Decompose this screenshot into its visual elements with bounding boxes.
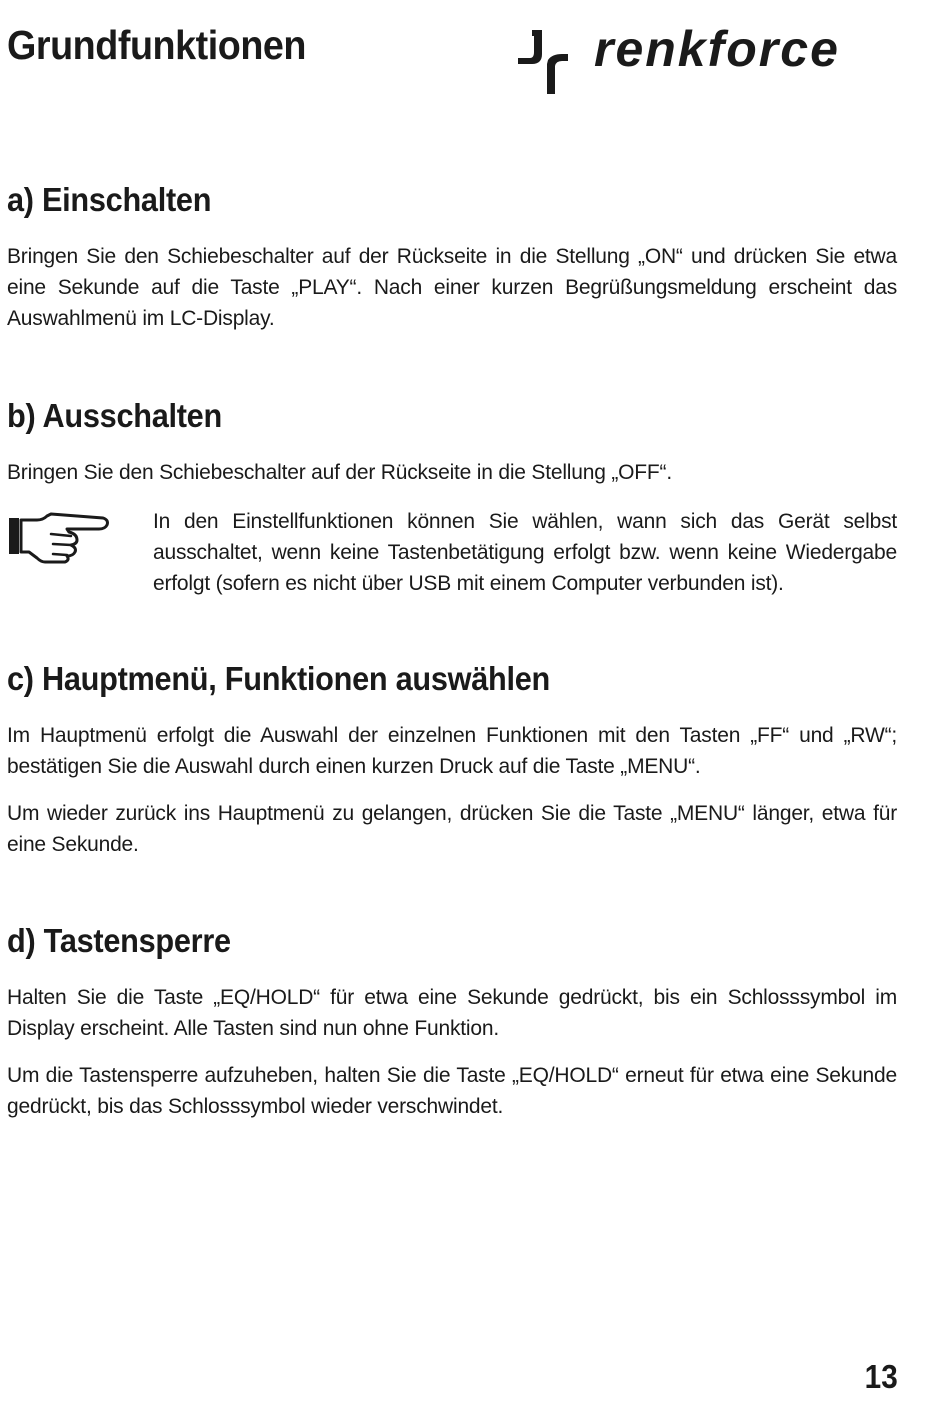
pointing-hand-icon: [7, 512, 111, 564]
section-paragraph: Bringen Sie den Schiebeschalter auf der Rückseite in die Stellung „ON“ und drücken Sie etwa eine Sekunde auf die Taste „PLAY“. Nach einer kurzen Begrüßungsmeldung erscheint das Auswahlmenü im LC-Display.: [7, 245, 897, 330]
section-heading: b) Ausschalten: [7, 397, 222, 434]
section-tastensperre: [7, 922, 897, 1122]
page-number: 13: [864, 1358, 898, 1395]
section-heading: a) Einschalten: [7, 181, 212, 218]
section-hauptmenue: [7, 660, 897, 860]
section-heading: d) Tastensperre: [7, 922, 231, 959]
section-einschalten: [7, 181, 897, 334]
section-ausschalten: [7, 397, 897, 488]
brand-wordmark: renkforce: [594, 24, 840, 77]
section-paragraph: Um die Tastensperre aufzuheben, halten Sie die Taste „EQ/HOLD“ erneut für etwa eine Sekunde gedrückt, bis das Schlosssymbol wieder verschwindet.: [7, 1064, 897, 1118]
section-paragraph: Im Hauptmenü erfolgt die Auswahl der einzelnen Funktionen mit den Tasten „FF“ und „RW“; bestätigen Sie die Auswahl durch einen kurzen Druck auf die Taste „MENU“.: [7, 724, 897, 778]
section-heading: c) Hauptmenü, Funktionen auswählen: [7, 660, 550, 697]
section-paragraph: Halten Sie die Taste „EQ/HOLD“ für etwa eine Sekunde gedrückt, bis ein Schlosssymbol im Display erscheint. Alle Tasten sind nun ohne Funktion.: [7, 986, 897, 1040]
section-paragraph: Bringen Sie den Schiebeschalter auf der Rückseite in die Stellung „OFF“.: [7, 461, 672, 484]
page-title: Grundfunktionen: [7, 22, 307, 68]
section-paragraph: Um wieder zurück ins Hauptmenü zu gelangen, drücken Sie die Taste „MENU“ länger, etwa für eine Sekunde.: [7, 802, 897, 856]
renkforce-logo: [518, 24, 896, 98]
note-text: In den Einstellfunktionen können Sie wählen, wann sich das Gerät selbst ausschaltet, wenn keine Tastenbetätigung erfolgt bzw. wenn keine Wiedergabe erfolgt (sofern es nicht über USB mit einem Computer verbunden ist).: [153, 510, 897, 595]
